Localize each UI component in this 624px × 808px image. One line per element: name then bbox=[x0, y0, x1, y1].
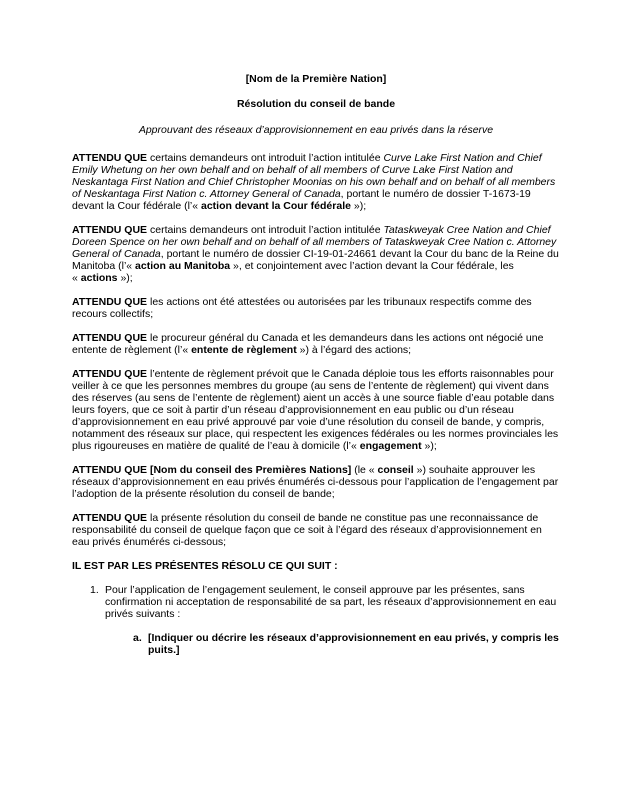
text-run: ATTENDU QUE [Nom du conseil des Premières Nations] bbox=[72, 464, 352, 476]
text-run: actions bbox=[80, 272, 118, 284]
text-run: »); bbox=[117, 272, 133, 284]
text-run: , portant le numéro de dossier CI-19-01-24661 devant la Cour du banc de la Reine du Manitoba (l’« bbox=[72, 248, 559, 272]
text-run: certains demandeurs ont introduit l’action intitulée bbox=[147, 224, 384, 236]
text-run: ATTENDU QUE bbox=[72, 512, 148, 524]
text-run: Pour l’application de l’engagement seulement, le conseil approuve par les présentes, sans confirmation ni acceptation de responsabilité de sa part, les réseaux d’approvisionnement en eau privés suivants : bbox=[105, 584, 557, 620]
document-subtitle: Résolution du conseil de bande bbox=[236, 98, 396, 110]
text-run: ATTENDU QUE bbox=[72, 152, 148, 164]
text-run: la présente résolution du conseil de bande ne constitue pas une reconnaissance de responsabilité du conseil de quelque façon que ce soit à l’égard des réseaux d’approvisionnement en eau privés énumérés ci-dessous; bbox=[72, 512, 542, 548]
text-run: ») souhaite approuver les réseaux d’approvisionnement en eau privés énumérés ci-dessous pour l’application de l’engagement par l’adoption de la présente résolution du conseil de bande; bbox=[72, 464, 559, 500]
whereas-clause bbox=[72, 332, 560, 356]
whereas-section bbox=[72, 152, 560, 548]
whereas-clause bbox=[72, 368, 560, 452]
text-run: »); bbox=[350, 200, 367, 212]
whereas-clause bbox=[72, 296, 560, 320]
text-run: Curve Lake First Nation and Chief Emily Whetung on her own behalf and on behalf of all members of Curve Lake First Nation and Neskantaga First Nation and Chief Christopher Moonias on his own behalf and on behalf of all members of Neskantaga First Nation c. Attorney General of Canada bbox=[72, 152, 556, 200]
text-run: ») à l’égard des actions; bbox=[296, 344, 412, 356]
text-run: », et conjointement avec l’action devant la Cour fédérale, les « bbox=[72, 260, 514, 284]
resolution-list bbox=[72, 584, 560, 656]
list-marker: 1. bbox=[90, 584, 99, 596]
text-run: les actions ont été attestées ou autorisées par les tribunaux respectifs comme des recours collectifs; bbox=[72, 296, 532, 320]
resolution-subitem bbox=[72, 632, 560, 656]
text-run: l’entente de règlement prévoit que le Canada déploie tous les efforts raisonnables pour veiller à ce que les personnes membres du groupe (au sens de l’entente de règlement) qui vivent dans des réserves (au sens de l’entente de règlement) aient un accès à une source fiable d’eau potable dans leurs foyers, que ce soit à partir d’un réseau d’approvisionnement en eau public ou d’un réseau d’approvisionnement en eau privé approuvé par voie d’une résolution du conseil de bande, y compris, notamment des réseaux sur place, qui respectent les exigences fédérales ou les normes provinciales les plus rigoureuses en matière de qualité de l’eau à domicile (l’« bbox=[72, 368, 559, 452]
text-run: entente de règlement bbox=[191, 344, 297, 356]
text-run: ATTENDU QUE bbox=[72, 224, 148, 236]
text-run: le procureur général du Canada et les demandeurs dans les actions ont négocié une entente de règlement (l’« bbox=[72, 332, 544, 356]
resolved-heading: IL EST PAR LES PRÉSENTES RÉSOLU CE QUI SUIT : bbox=[72, 560, 338, 572]
whereas-clause bbox=[72, 464, 560, 500]
text-run: action devant la Cour fédérale bbox=[201, 200, 351, 212]
document-title: [Nom de la Première Nation] bbox=[245, 73, 387, 85]
text-run: »); bbox=[421, 440, 437, 452]
resolution-item bbox=[72, 584, 560, 620]
text-run: action au Manitoba bbox=[135, 260, 231, 272]
list-item-text bbox=[148, 632, 560, 656]
text-run: ATTENDU QUE bbox=[72, 332, 148, 344]
whereas-clause bbox=[72, 224, 560, 284]
list-marker: a. bbox=[133, 632, 142, 644]
text-run: certains demandeurs ont introduit l’action intitulée bbox=[147, 152, 384, 164]
text-run: (le « bbox=[351, 464, 378, 476]
text-run: conseil bbox=[377, 464, 414, 476]
text-run: ATTENDU QUE bbox=[72, 368, 148, 380]
whereas-clause bbox=[72, 152, 560, 212]
text-run: engagement bbox=[359, 440, 422, 452]
document-subject-line: Approuvant des réseaux d’approvisionnement en eau privés dans la réserve bbox=[138, 124, 494, 136]
whereas-clause bbox=[72, 512, 560, 548]
text-run: Tataskweyak Cree Nation and Chief Doreen Spence on her own behalf and on behalf of all members of Tataskweyak Cree Nation c. Attorney General of Canada bbox=[72, 224, 557, 260]
text-run: [Indiquer ou décrire les réseaux d’approvisionnement en eau privés, y compris les puits.] bbox=[148, 632, 559, 656]
text-run: , portant le numéro de dossier T-1673-19 devant la Cour fédérale (l’« bbox=[72, 188, 531, 212]
text-run: ATTENDU QUE bbox=[72, 296, 148, 308]
list-item-text bbox=[105, 584, 560, 620]
